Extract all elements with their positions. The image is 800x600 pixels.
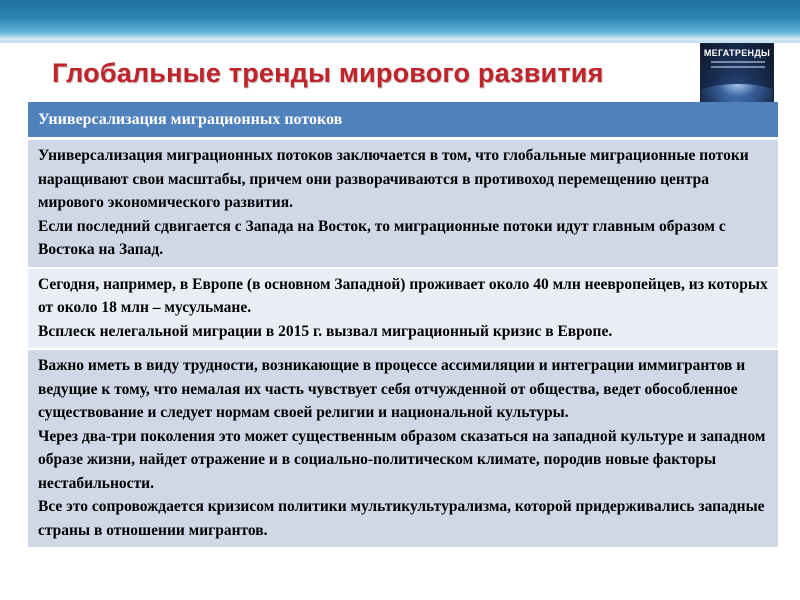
table-row-3 xyxy=(28,350,778,549)
book-cover-image xyxy=(700,43,774,103)
row-2-paragraph-2: Всплеск нелегальной миграции в 2015 г. вызвал миграционный кризис в Европе. xyxy=(38,322,613,340)
table-header: Универсализация миграционных потоков xyxy=(28,102,778,140)
book-cover-subtitle-lines xyxy=(711,61,765,71)
book-cover-glow xyxy=(700,84,774,103)
table-row-2 xyxy=(28,269,778,351)
row-1-paragraph-2: Если последний сдвигается с Запада на Восток, то миграционные потоки идут главным образом с Востока на Запад. xyxy=(38,217,726,258)
top-banner xyxy=(0,0,800,40)
top-stripe xyxy=(0,40,800,43)
table-row-1 xyxy=(28,140,778,269)
slide-title: Глобальные тренды мирового развития xyxy=(52,58,604,88)
row-1-paragraph-1: Универсализация миграционных потоков заключается в том, что глобальные миграционные потоки наращивают свои масштабы, причем они разворачиваются в противоход перемещению центра мирового экономического развития. xyxy=(38,147,749,211)
row-2-paragraph-1: Сегодня, например, в Европе (в основном Западной) проживает около 40 млн неевропейцев, из которых от около 18 млн – мусульмане. xyxy=(38,275,768,316)
row-3-paragraph-2: Через два-три поколения это может существенным образом сказаться на западной культуре и западном образе жизни, найдет отражение и в социально-политическом климате, породив новые факторы нестабильности. xyxy=(38,427,766,492)
book-cover-title: МЕГАТРЕНДЫ xyxy=(703,48,771,58)
row-3-paragraph-3: Все это сопровождается кризисом политики мультикультурализма, которой придерживались западные страны в отношении мигрантов. xyxy=(38,498,765,539)
row-3-paragraph-1: Важно иметь в виду трудности, возникающие в процессе ассимиляции и интеграции иммигрантов и ведущие к тому, что немалая их часть чувствует себя отчужденной от общества, ведет обособленное существование и следует нормам своей религии и национальной культуры. xyxy=(38,357,746,421)
content-table xyxy=(28,102,778,549)
